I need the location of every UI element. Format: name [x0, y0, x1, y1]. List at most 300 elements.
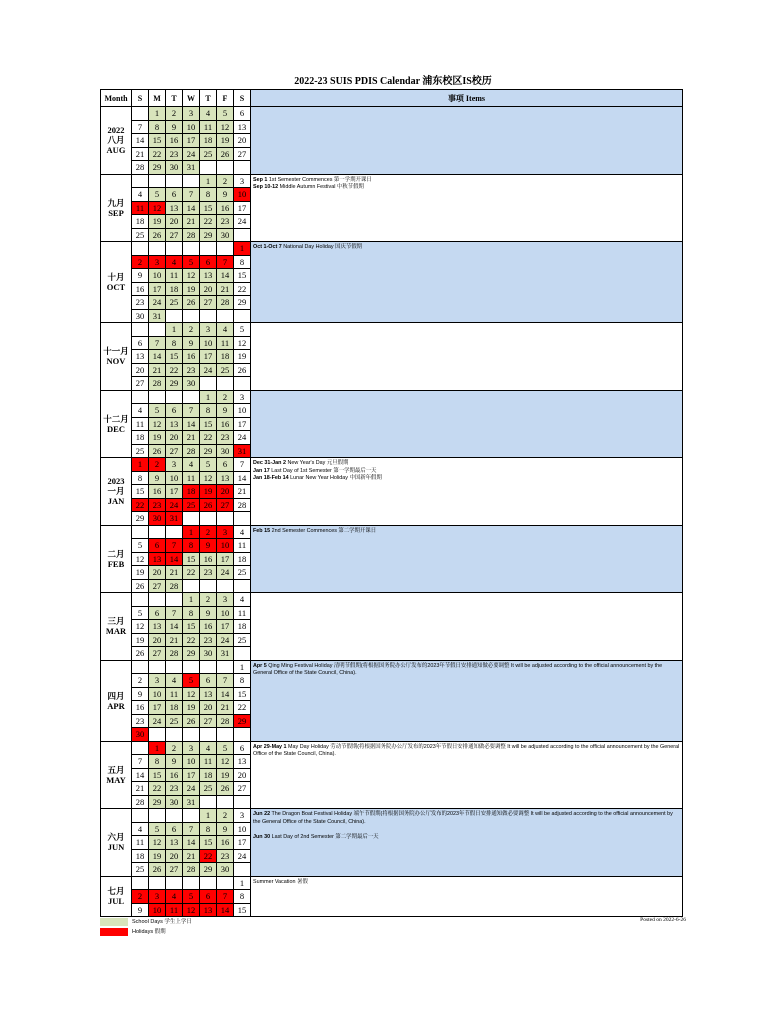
holiday-day-cell: 22 — [200, 849, 217, 863]
school-day-cell: 26 — [217, 782, 234, 796]
day-cell: 8 — [234, 890, 251, 904]
event-text: Qing Ming Festival Holiday 清明节假期(将根据国务院办公厅发布的2023年节假日安排通知做必要调整 It will be adjusted according to the official announcement by the General Office of the State Council, China). — [253, 662, 663, 677]
day-cell — [217, 795, 234, 809]
day-cell: 17 — [234, 417, 251, 431]
month-events-cell — [251, 593, 683, 661]
holiday-day-cell: 4 — [166, 890, 183, 904]
month-events-cell — [251, 390, 683, 458]
holiday-day-cell: 2 — [149, 458, 166, 472]
school-day-cell: 11 — [183, 471, 200, 485]
day-cell: 21 — [132, 782, 149, 796]
school-day-cell: 14 — [183, 836, 200, 850]
week-row — [101, 323, 683, 337]
event-text: National Day Holiday 国庆节假期 — [281, 244, 363, 250]
day-cell — [149, 174, 166, 188]
school-day-cell: 31 — [149, 309, 166, 323]
day-cell: 10 — [234, 404, 251, 418]
day-cell: 21 — [234, 485, 251, 499]
school-day-cell: 16 — [166, 768, 183, 782]
day-cell — [217, 309, 234, 323]
holiday-day-cell: 2 — [132, 890, 149, 904]
month-label — [101, 593, 132, 661]
day-cell: 8 — [234, 255, 251, 269]
school-day-cell: 4 — [200, 107, 217, 121]
school-day-cell: 28 — [217, 714, 234, 728]
day-cell: 16 — [132, 701, 149, 715]
day-cell — [234, 309, 251, 323]
calendar-title: 2022-23 SUIS PDIS Calendar 浦东校区IS校历 — [294, 76, 492, 87]
event-date: Jan 17 — [253, 467, 270, 474]
school-day-cell: 18 — [166, 701, 183, 715]
day-cell — [200, 512, 217, 526]
day-cell — [149, 242, 166, 256]
school-day-cell: 19 — [183, 701, 200, 715]
day-cell — [234, 161, 251, 175]
day-cell: 23 — [132, 296, 149, 310]
event-date: Sep 1 — [253, 176, 268, 183]
school-day-cell: 30 — [166, 795, 183, 809]
day-cell — [234, 228, 251, 242]
school-day-cell: 7 — [166, 606, 183, 620]
school-day-cell: 14 — [183, 417, 200, 431]
school-day-cell: 31 — [183, 795, 200, 809]
school-day-cell: 8 — [200, 404, 217, 418]
month-label — [101, 458, 132, 526]
holiday-day-cell: 26 — [200, 498, 217, 512]
header-sun: S — [132, 90, 149, 107]
school-day-cell: 5 — [149, 404, 166, 418]
school-day-cell: 23 — [217, 215, 234, 229]
school-day-cell: 29 — [149, 795, 166, 809]
school-day-cell: 2 — [183, 323, 200, 337]
school-day-cell: 10 — [149, 269, 166, 283]
school-day-cell: 28 — [149, 377, 166, 391]
holiday-day-cell: 19 — [200, 485, 217, 499]
day-cell — [166, 309, 183, 323]
school-day-cell: 28 — [217, 296, 234, 310]
month-label-line: 十一月 — [103, 346, 129, 357]
month-label-line: 四月 — [107, 690, 125, 701]
day-cell — [149, 660, 166, 674]
school-day-cell: 9 — [217, 822, 234, 836]
event-text: 2nd Semester Commences 第二学期开课日 — [270, 527, 377, 534]
day-cell — [234, 377, 251, 391]
day-cell — [200, 795, 217, 809]
month-label-line: APR — [107, 700, 125, 711]
school-day-cell: 27 — [149, 647, 166, 661]
day-cell — [132, 390, 149, 404]
school-day-cell: 5 — [149, 188, 166, 202]
event-text: Lunar New Year Holiday 中国新年假期 — [288, 475, 382, 482]
school-day-cell: 9 — [166, 120, 183, 134]
day-cell — [183, 309, 200, 323]
week-row — [101, 107, 683, 121]
day-cell: 20 — [132, 363, 149, 377]
school-day-cell: 7 — [183, 404, 200, 418]
week-row — [101, 809, 683, 823]
school-day-cell: 3 — [166, 458, 183, 472]
day-cell — [166, 728, 183, 742]
school-day-cell: 15 — [183, 620, 200, 634]
month-label-line: 2022 — [107, 125, 125, 136]
day-cell: 6 — [234, 741, 251, 755]
school-day-cell: 9 — [217, 404, 234, 418]
month-label-line: 五月 — [107, 764, 125, 775]
day-cell: 25 — [132, 228, 149, 242]
holiday-day-cell: 6 — [149, 539, 166, 553]
day-cell — [217, 660, 234, 674]
day-cell: 14 — [132, 134, 149, 148]
school-day-cell: 14 — [217, 269, 234, 283]
month-label — [101, 741, 132, 809]
day-cell — [166, 242, 183, 256]
school-day-cell: 10 — [217, 606, 234, 620]
day-cell: 8 — [234, 674, 251, 688]
holiday-day-cell: 8 — [183, 539, 200, 553]
event-item — [253, 663, 680, 678]
school-day-cell: 19 — [183, 282, 200, 296]
day-cell: 19 — [234, 350, 251, 364]
day-cell — [183, 174, 200, 188]
day-cell: 17 — [234, 201, 251, 215]
school-day-cell: 5 — [200, 458, 217, 472]
day-cell — [149, 876, 166, 890]
event-date: Apr 29-May 1 — [253, 743, 287, 750]
school-day-cell: 25 — [200, 147, 217, 161]
school-day-cell: 27 — [166, 228, 183, 242]
day-cell — [234, 728, 251, 742]
day-cell: 18 — [132, 849, 149, 863]
school-day-cell: 27 — [166, 863, 183, 877]
school-day-cell: 16 — [149, 485, 166, 499]
day-cell: 4 — [234, 593, 251, 607]
header-mon: M — [149, 90, 166, 107]
school-day-cell: 30 — [217, 228, 234, 242]
school-day-cell: 17 — [149, 701, 166, 715]
day-cell — [200, 309, 217, 323]
day-cell: 18 — [132, 215, 149, 229]
day-cell — [149, 390, 166, 404]
school-day-cell: 22 — [183, 633, 200, 647]
month-label — [101, 660, 132, 741]
month-label-line: 八月 — [107, 135, 125, 146]
day-cell: 18 — [234, 620, 251, 634]
day-cell: 25 — [234, 633, 251, 647]
school-day-cell: 8 — [166, 336, 183, 350]
day-cell: 4 — [234, 525, 251, 539]
event-text: The Dragon Boat Festival Holiday 端午节假期(将根据国务院办公厅发布的2023年节假日安排通知做必要调整 It will be adjusted according to the official announcement by the General Office of the State Council, China). — [253, 811, 673, 825]
event-item — [253, 184, 680, 192]
day-cell: 28 — [132, 795, 149, 809]
school-day-cell: 21 — [166, 633, 183, 647]
school-day-cell: 31 — [217, 647, 234, 661]
holiday-day-cell: 1 — [132, 458, 149, 472]
school-day-cell: 1 — [200, 390, 217, 404]
school-day-cell: 14 — [183, 201, 200, 215]
month-events-cell — [251, 525, 683, 593]
school-day-cell: 29 — [200, 228, 217, 242]
school-day-cell: 10 — [183, 755, 200, 769]
school-day-cell: 10 — [183, 120, 200, 134]
day-cell: 28 — [132, 161, 149, 175]
school-day-cell: 30 — [166, 161, 183, 175]
event-date: Apr 5 — [253, 662, 267, 669]
holiday-day-cell: 5 — [183, 255, 200, 269]
day-cell — [234, 863, 251, 877]
school-day-cell: 11 — [200, 120, 217, 134]
month-label-line: JUL — [107, 896, 125, 907]
school-day-cell: 8 — [149, 755, 166, 769]
holiday-day-cell: 5 — [183, 890, 200, 904]
school-day-cell: 2 — [166, 107, 183, 121]
month-label — [101, 390, 132, 458]
holiday-day-cell: 30 — [149, 512, 166, 526]
day-cell: 3 — [234, 174, 251, 188]
school-day-cell: 28 — [183, 228, 200, 242]
school-day-cell: 27 — [166, 444, 183, 458]
school-day-cell: 1 — [200, 174, 217, 188]
school-day-cell: 3 — [200, 323, 217, 337]
school-day-cell: 24 — [183, 147, 200, 161]
day-cell — [217, 161, 234, 175]
school-day-cell: 17 — [183, 134, 200, 148]
school-day-cell: 30 — [217, 444, 234, 458]
day-cell: 20 — [234, 768, 251, 782]
day-cell: 2 — [132, 674, 149, 688]
school-day-cell: 22 — [200, 431, 217, 445]
holiday-day-cell: 7 — [217, 255, 234, 269]
school-day-cell: 21 — [217, 282, 234, 296]
month-label-line: DEC — [107, 423, 125, 434]
school-day-cell: 20 — [149, 566, 166, 580]
school-day-cell: 12 — [217, 120, 234, 134]
event-item — [253, 528, 680, 536]
day-cell: 17 — [234, 836, 251, 850]
holiday-day-cell: 7 — [217, 890, 234, 904]
event-text: Summer Vacation 暑假 — [253, 878, 308, 885]
month-events-cell — [251, 876, 683, 917]
school-day-cell: 26 — [183, 714, 200, 728]
event-item — [253, 244, 680, 252]
holiday-swatch — [100, 928, 128, 936]
school-day-cell: 3 — [183, 741, 200, 755]
month-label-line: MAY — [106, 774, 126, 785]
school-day-cell: 4 — [166, 674, 183, 688]
day-cell — [234, 647, 251, 661]
day-cell — [183, 809, 200, 823]
school-day-cell: 8 — [149, 120, 166, 134]
month-label-line: 七月 — [107, 886, 125, 897]
event-text: New Year's Day 元旦假期 — [285, 460, 349, 466]
day-cell — [132, 876, 149, 890]
month-label — [101, 242, 132, 323]
school-day-cell: 9 — [166, 755, 183, 769]
header-sat: S — [234, 90, 251, 107]
day-cell: 7 — [132, 120, 149, 134]
day-cell — [132, 242, 149, 256]
legend-school-label: School Days 学生上学日 — [132, 919, 192, 925]
day-cell: 26 — [132, 579, 149, 593]
day-cell: 9 — [132, 269, 149, 283]
school-day-cell: 11 — [217, 336, 234, 350]
day-cell — [234, 512, 251, 526]
day-cell: 27 — [234, 782, 251, 796]
day-cell: 8 — [132, 471, 149, 485]
day-cell — [166, 660, 183, 674]
day-cell: 22 — [234, 701, 251, 715]
day-cell: 23 — [132, 714, 149, 728]
day-cell: 13 — [234, 755, 251, 769]
school-day-cell: 20 — [149, 633, 166, 647]
school-day-cell: 3 — [149, 674, 166, 688]
day-cell: 15 — [234, 269, 251, 283]
school-day-cell: 7 — [149, 336, 166, 350]
school-day-cell: 28 — [166, 579, 183, 593]
school-day-cell: 10 — [166, 471, 183, 485]
day-cell — [183, 390, 200, 404]
holiday-day-cell: 14 — [166, 552, 183, 566]
school-day-cell: 20 — [166, 215, 183, 229]
school-day-cell: 20 — [166, 849, 183, 863]
month-label-line: 十二月 — [103, 413, 129, 424]
month-events-cell — [251, 242, 683, 323]
month-label-line: FEB — [107, 558, 125, 569]
posted-date: Posted on 2022-6-26 — [640, 917, 686, 923]
school-day-cell: 21 — [183, 849, 200, 863]
school-day-cell: 9 — [183, 336, 200, 350]
week-row — [101, 458, 683, 472]
school-day-cell: 14 — [166, 620, 183, 634]
school-day-cell: 21 — [166, 566, 183, 580]
school-day-cell: 9 — [217, 188, 234, 202]
week-row — [101, 660, 683, 674]
school-day-cell: 27 — [200, 714, 217, 728]
event-item — [253, 177, 680, 185]
holiday-day-cell: 24 — [166, 498, 183, 512]
day-cell — [217, 512, 234, 526]
day-cell: 9 — [132, 903, 149, 917]
day-cell — [132, 525, 149, 539]
holiday-day-cell: 27 — [217, 498, 234, 512]
holiday-day-cell: 22 — [132, 498, 149, 512]
school-day-cell: 14 — [217, 687, 234, 701]
school-day-cell: 2 — [217, 390, 234, 404]
school-day-cell: 18 — [217, 350, 234, 364]
school-day-cell: 6 — [166, 188, 183, 202]
school-day-cell: 16 — [183, 350, 200, 364]
legend-school-days — [100, 917, 686, 927]
month-label-line: AUG — [106, 145, 126, 156]
holiday-day-cell: 9 — [200, 539, 217, 553]
holiday-day-cell: 6 — [200, 255, 217, 269]
school-day-cell: 16 — [200, 620, 217, 634]
school-day-cell: 6 — [149, 606, 166, 620]
day-cell — [149, 525, 166, 539]
school-day-cell: 16 — [166, 134, 183, 148]
day-cell: 4 — [132, 188, 149, 202]
school-day-cell: 8 — [183, 606, 200, 620]
school-day-cell: 13 — [200, 269, 217, 283]
day-cell: 6 — [234, 107, 251, 121]
day-cell: 3 — [234, 390, 251, 404]
school-day-cell: 5 — [149, 822, 166, 836]
month-events-cell — [251, 458, 683, 526]
school-day-cell: 16 — [200, 552, 217, 566]
event-item — [253, 826, 680, 834]
school-day-cell: 2 — [200, 593, 217, 607]
day-cell: 25 — [132, 444, 149, 458]
school-day-cell: 12 — [217, 755, 234, 769]
event-date: Jun 22 — [253, 811, 271, 817]
day-cell: 26 — [234, 363, 251, 377]
day-cell: 25 — [234, 566, 251, 580]
day-cell — [200, 876, 217, 890]
school-day-cell: 25 — [200, 782, 217, 796]
school-day-cell: 7 — [217, 674, 234, 688]
month-label-line: OCT — [106, 282, 126, 292]
school-day-cell: 24 — [217, 566, 234, 580]
month-label — [101, 174, 132, 242]
school-day-cell: 26 — [183, 296, 200, 310]
day-cell — [132, 741, 149, 755]
school-day-cell: 9 — [149, 471, 166, 485]
school-day-cell: 10 — [200, 336, 217, 350]
school-day-cell: 15 — [200, 417, 217, 431]
month-label — [101, 525, 132, 593]
holiday-day-cell: 13 — [149, 552, 166, 566]
school-day-cell: 17 — [149, 282, 166, 296]
holiday-day-cell: 23 — [149, 498, 166, 512]
month-events-cell — [251, 174, 683, 242]
school-day-cell: 17 — [200, 350, 217, 364]
day-cell: 1 — [234, 876, 251, 890]
school-day-cell: 3 — [217, 593, 234, 607]
school-day-cell: 24 — [217, 633, 234, 647]
day-cell: 29 — [234, 296, 251, 310]
day-cell: 15 — [132, 485, 149, 499]
school-day-cell: 29 — [166, 377, 183, 391]
day-cell — [183, 242, 200, 256]
school-day-cell: 12 — [183, 269, 200, 283]
school-day-cell: 7 — [183, 188, 200, 202]
month-label-line: JUN — [107, 842, 125, 853]
day-cell — [183, 876, 200, 890]
day-cell: 15 — [234, 687, 251, 701]
school-day-cell: 6 — [200, 674, 217, 688]
school-day-cell: 29 — [183, 647, 200, 661]
holiday-day-cell: 3 — [149, 255, 166, 269]
holiday-day-cell: 14 — [217, 903, 234, 917]
event-text: May Day Holiday 劳动节假期(将根据国务院办公厅发布的2023年节假日安排通知做必要调整 It will be adjusted according to the official announcement by the General Office of the State Council, China). — [253, 743, 680, 758]
month-label — [101, 809, 132, 877]
month-events-cell — [251, 660, 683, 741]
school-day-cell: 23 — [166, 782, 183, 796]
day-cell — [149, 323, 166, 337]
holiday-day-cell: 1 — [149, 741, 166, 755]
school-day-cell: 2 — [217, 809, 234, 823]
day-cell — [183, 579, 200, 593]
event-date: Oct 1-Oct 7 — [253, 244, 282, 250]
day-cell: 1 — [234, 660, 251, 674]
school-day-cell: 12 — [149, 417, 166, 431]
day-cell — [183, 728, 200, 742]
day-cell: 5 — [132, 539, 149, 553]
school-day-swatch — [100, 918, 128, 926]
holiday-day-cell: 31 — [234, 444, 251, 458]
day-cell — [132, 809, 149, 823]
holiday-day-cell: 6 — [200, 890, 217, 904]
school-day-cell: 12 — [183, 687, 200, 701]
